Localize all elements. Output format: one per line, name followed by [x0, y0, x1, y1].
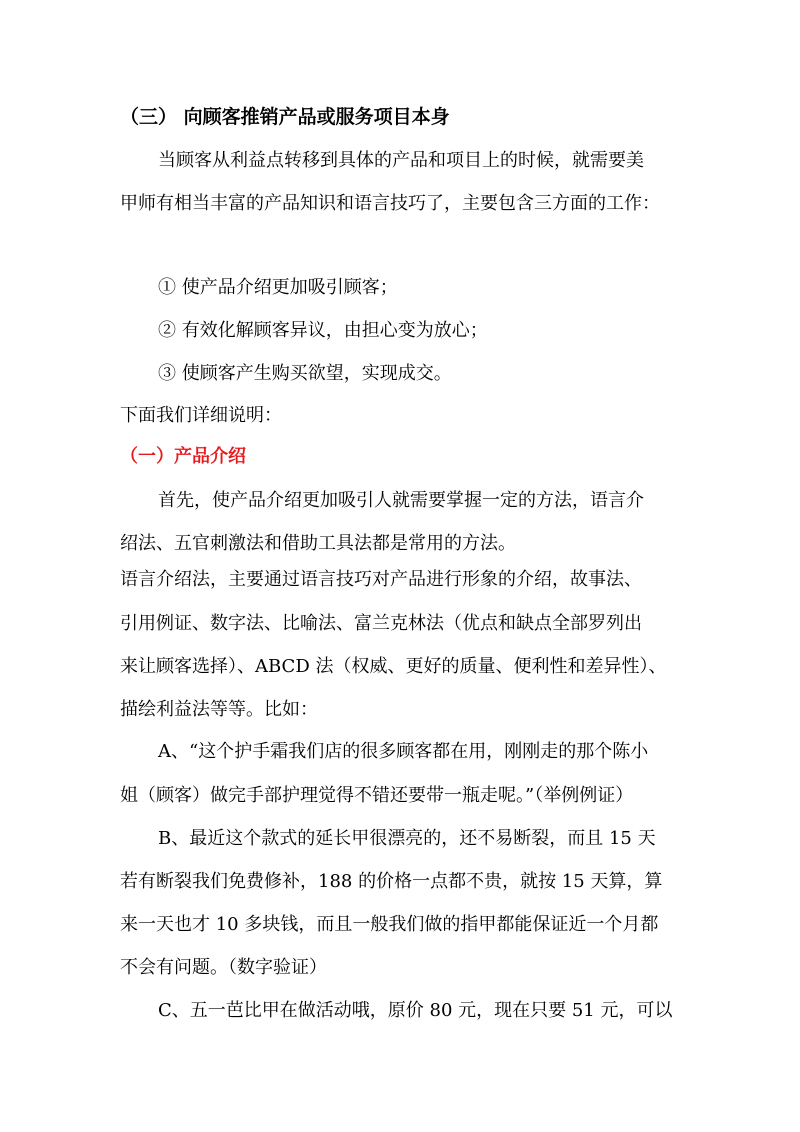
transition-text: 下面我们详细说明： [120, 405, 282, 426]
intro-line-1: 当顾客从利益点转移到具体的产品和项目上的时候，就需要美 [158, 150, 644, 171]
example-b-line-4: 不会有问题。（数字验证） [120, 957, 327, 978]
example-b-line-1: B、最近这个款式的延长甲很漂亮的，还不易断裂，而且 15 天 [158, 828, 656, 849]
point-1: ① 使产品介绍更加吸引顾客； [158, 277, 398, 298]
example-c-line-1: C、五一芭比甲在做活动哦，原价 80 元，现在只要 51 元，可以 [158, 1000, 673, 1021]
body-line-3: 语言介绍法，主要通过语言技巧对产品进行形象的介绍，故事法、 [120, 569, 642, 590]
body-line-4: 引用例证、数字法、比喻法、富兰克林法（优点和缺点全部罗列出 [120, 613, 642, 634]
body-line-2: 绍法、五官刺激法和借助工具法都是常用的方法。 [120, 533, 516, 554]
example-a-line-2: 姐（顾客）做完手部护理觉得不错还要带一瓶走呢。”（举例例证） [120, 785, 634, 806]
body-line-6: 描绘利益法等等。比如： [120, 699, 318, 720]
point-3: ③ 使顾客产生购买欲望，实现成交。 [158, 363, 452, 384]
body-line-5: 来让顾客选择）、ABCD 法（权威、更好的质量、便利性和差异性）、 [120, 656, 667, 677]
section-heading: （三） 向顾客推销产品或服务项目本身 [120, 106, 450, 128]
example-a-line-1: A、“这个护手霜我们店的很多顾客都在用，刚刚走的那个陈小 [158, 741, 649, 762]
body-line-1: 首先，使产品介绍更加吸引人就需要掌握一定的方法，语言介 [158, 490, 644, 511]
subsection-heading: （一）产品介绍 [120, 446, 246, 467]
example-b-line-2: 若有断裂我们免费修补，188 的价格一点都不贵，就按 15 天算，算 [120, 871, 663, 892]
intro-line-2: 甲师有相当丰富的产品知识和语言技巧了，主要包含三方面的工作： [120, 193, 660, 214]
point-2: ② 有效化解顾客异议，由担心变为放心； [158, 320, 488, 341]
example-b-line-3: 来一天也才 10 多块钱，而且一般我们做的指甲都能保证近一个月都 [120, 914, 659, 935]
